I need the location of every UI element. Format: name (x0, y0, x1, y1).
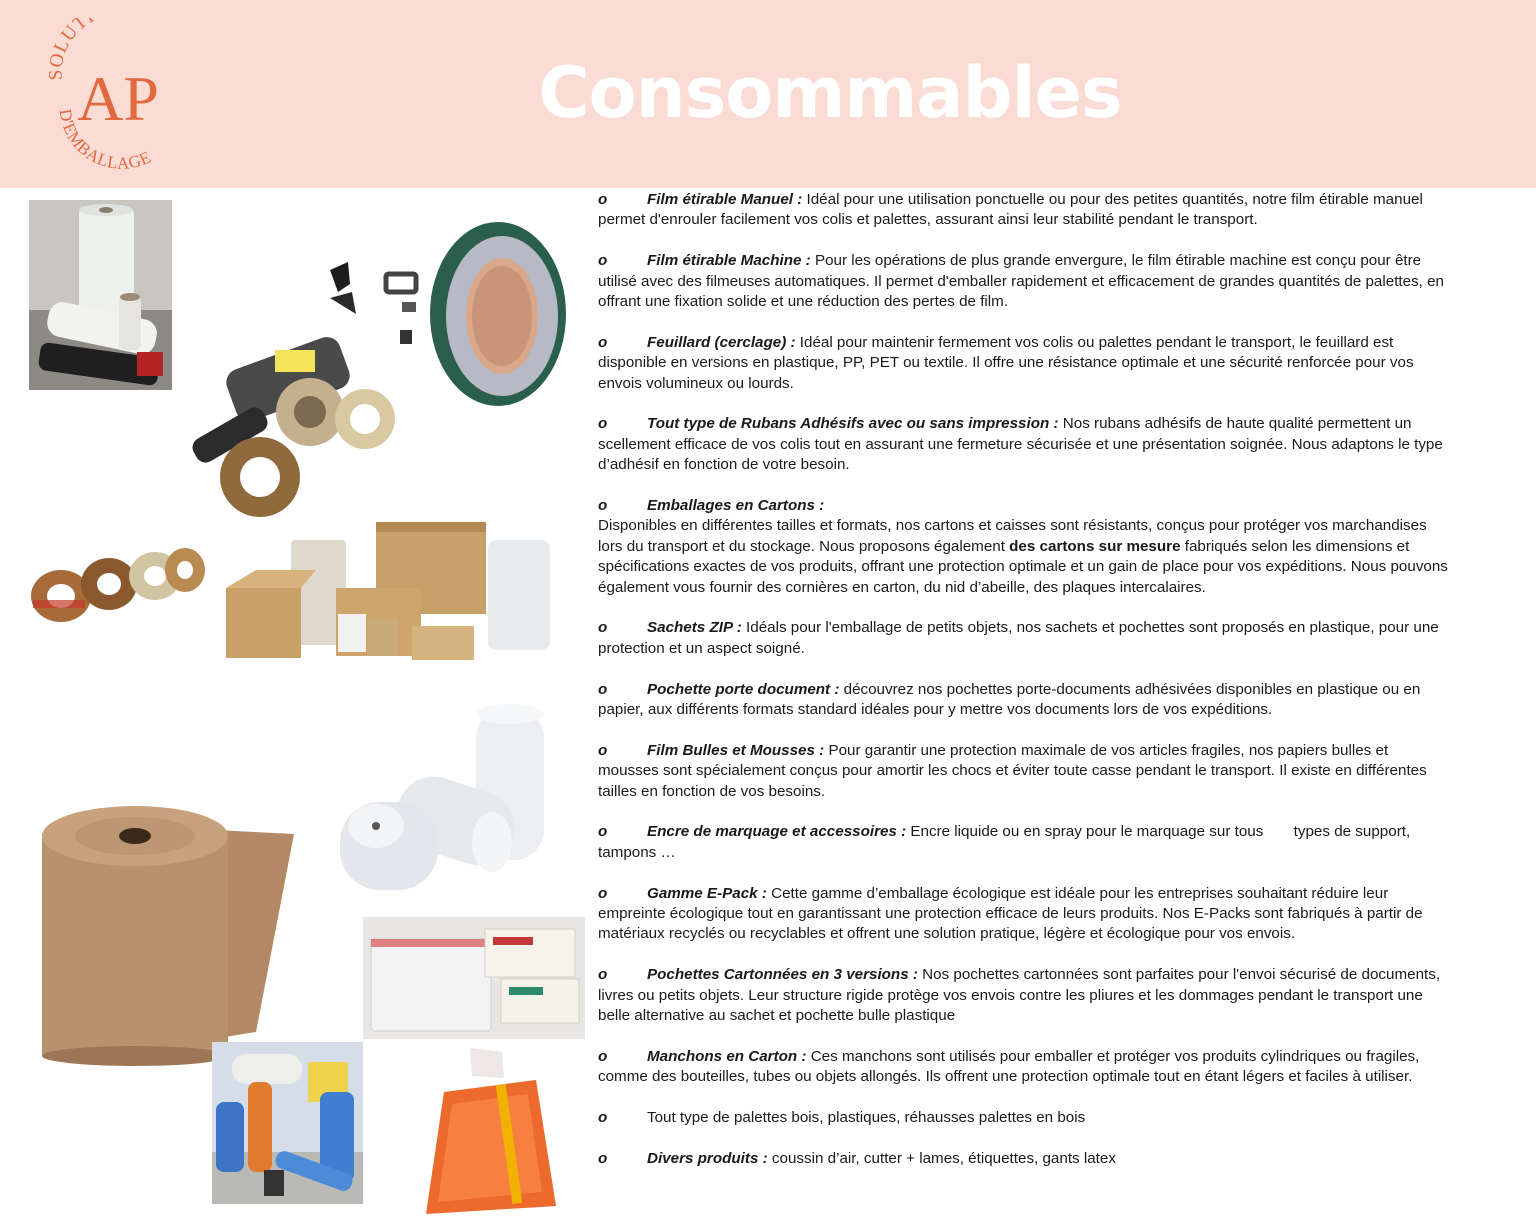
adhesive-tape-rolls-icon (29, 540, 205, 626)
item-text: fabriqués selon les dimensions et spécifications exactes de vos produits, offrant une protection optimale et un gain de place pour vos expéditions. Nous pouvons également vous fournir des cornières en carton, du nid d’abeille, des plaques intercalaires. (598, 537, 1448, 596)
item-text: Nos pochettes cartonnées sont parfaites pour l'envoi sécurisé de documents, livres ou petits objets. Leur structure rigide protège vos envois contre les pliures et les dommages pendant le transport une belle alternative au sachet et pochette bulle plastique (598, 966, 1441, 1025)
item-title: Manchons en Carton : (647, 1047, 807, 1065)
list-bullet: o (598, 1149, 608, 1167)
cardboard-boxes-photo (216, 518, 556, 668)
list-item-feuillard (598, 333, 1448, 394)
logo-top-text: SOLUT (45, 18, 93, 81)
list-bullet: o (598, 680, 608, 698)
item-text: Idéals pour l'emballage de petits objets, nos sachets et pochettes sont proposés en plastique, pour une protection et un aspect soigné. (598, 619, 1439, 657)
list-bullet: o (598, 497, 608, 515)
list-item-film-manuel (598, 190, 1448, 231)
item-text: Pour les opérations de plus grande envergure, le film étirable machine est conçu pour être utilisé avec des filmeuses automatiques. Il permet d'emballer rapidement et efficacement de grandes quantités de palettes, en offrant une fixation solide et une réduction des pertes de film. (598, 252, 1445, 311)
bubble-wrap-photo (336, 702, 550, 894)
item-title: Pochette porte document : (647, 680, 840, 698)
item-title: Film Bulles et Mousses : (647, 741, 825, 759)
item-text: Idéal pour maintenir fermement vos colis ou palettes pendant le transport, le feuillard est disponible en versions en plastique, PP, PET ou textile. Il offre une résistance optimale et une sécurité renforcée pour vos envois volumineux ou lourds. (598, 333, 1414, 392)
item-text: coussin d’air, cutter + lames, étiquettes, gants latex (771, 1149, 1116, 1167)
list-item-rubans-adhesifs (598, 414, 1448, 475)
list-bullet: o (598, 823, 608, 841)
list-item-divers-produits (598, 1149, 1448, 1169)
item-text: Pour garantir une protection maximale de vos articles fragiles, nos papiers bulles et mousses sont spécialement conçus pour amortir les chocs et éviter toute casse pendant le transport. Il existe en différentes tailles en fonction de vos besoins. (598, 741, 1427, 800)
list-item-palettes (598, 1108, 1448, 1128)
strapping-and-dispenser-photo (180, 222, 572, 522)
list-item-manchons-carton (598, 1047, 1448, 1088)
item-title: Film étirable Manuel : (647, 191, 803, 208)
item-title: Tout type de palettes bois, plastiques, réhausses palettes en bois (647, 1109, 1086, 1127)
consumables-list (598, 190, 1448, 1190)
item-title: Sachets ZIP : (647, 619, 742, 637)
logo-bottom-text: D'EMBALLAGE (55, 107, 155, 173)
logo-monogram: AP (77, 63, 159, 134)
cardboard-boxes-and-bubble-roll-icon (216, 518, 556, 668)
zip-bags-and-document-pouches-icon (363, 917, 585, 1039)
item-text: Disponibles en différentes tailles et formats, nos cartons et caisses sont résistants, conçus pour protéger vos marchandises lors du transport et du stockage. Nous proposons également (598, 517, 1427, 555)
orange-bag-photo (418, 1044, 558, 1216)
zip-bags-photo (363, 917, 585, 1039)
adhesive-tape-photo (29, 540, 205, 626)
page-title: Consommables (538, 52, 1122, 134)
item-title: Emballages en Cartons : (647, 497, 825, 515)
list-item-sachets-zip (598, 618, 1448, 659)
item-title: Pochettes Cartonnées en 3 versions : (647, 966, 918, 984)
orange-printed-plastic-bag-icon (418, 1044, 558, 1216)
list-item-pochette-document (598, 680, 1448, 721)
item-text: Encre liquide ou en spray pour le marquage sur tous types de support, tampons … (598, 823, 1411, 861)
list-item-emballages-cartons (598, 496, 1448, 598)
foam-protection-sleeves-icon (212, 1042, 363, 1204)
company-logo (40, 18, 200, 178)
item-text: Cette gamme d’emballage écologique est idéale pour les entreprises souhaitant réduire leur empreinte écologique tout en garantissant une protection efficace de leurs produits. Nos E-Packs sont fabriqués à partir de matériaux recyclés ou recyclables et offrent une solution pratique, légère et écologique pour vos envois. (598, 884, 1423, 943)
item-title: Gamme E-Pack : (647, 884, 767, 902)
stretch-film-photo (29, 200, 172, 390)
item-text: Idéal pour une utilisation ponctuelle ou pour des petites quantités, notre film étirable manuel permet d'enrouler facilement vos colis et palettes, assurant ainsi leur stabilité pendant le transport. (598, 191, 1423, 229)
foam-sleeves-photo (212, 1042, 363, 1204)
item-title: Feuillard (cerclage) : (647, 333, 796, 351)
list-bullet: o (598, 191, 608, 208)
list-bullet: o (598, 333, 608, 351)
list-item-gamme-epack (598, 884, 1448, 945)
bubble-wrap-rolls-icon (336, 702, 550, 894)
list-bullet: o (598, 619, 608, 637)
list-bullet: o (598, 1047, 608, 1065)
item-text: Nos rubans adhésifs de haute qualité permettent un scellement efficace de vos colis tout en assurant une fermeture sécurisée et une présentation soignée. Nous adaptons le type d’adhésif en fonction de votre besoin. (598, 415, 1443, 474)
item-text-bold: des cartons sur mesure (1009, 537, 1181, 555)
list-item-encre-marquage (598, 822, 1448, 863)
item-title: Tout type de Rubans Adhésifs avec ou sans impression : (647, 415, 1059, 433)
item-text: Ces manchons sont utilisés pour emballer et protéger vos produits cylindriques ou fragiles, comme des bouteilles, tubes ou objets allongés. Ils offrent une protection optimale tout en étant légers et faciles à utiliser. (598, 1047, 1420, 1086)
list-bullet: o (598, 884, 608, 902)
corrugated-roll-photo (36, 804, 298, 1066)
list-bullet: o (598, 1109, 608, 1127)
list-bullet: o (598, 252, 608, 270)
stretch-film-rolls-icon (29, 200, 172, 390)
list-item-pochettes-cartonnees (598, 965, 1448, 1026)
item-title: Divers produits : (647, 1149, 768, 1167)
corrugated-cardboard-roll-icon (36, 804, 298, 1066)
list-bullet: o (598, 741, 608, 759)
list-item-film-bulles (598, 741, 1448, 802)
item-title: Film étirable Machine : (647, 252, 811, 270)
list-item-film-machine (598, 251, 1448, 312)
item-title: Encre de marquage et accessoires : (647, 823, 907, 841)
item-text: découvrez nos pochettes porte-documents adhésivées disponibles en plastique ou en papier, aux différents formats standard idéales pour y mettre vos documents lors de vos expéditions. (598, 680, 1421, 719)
list-bullet: o (598, 966, 608, 984)
page-header (0, 0, 1536, 188)
strapping-coil-and-tape-dispenser-icon (180, 222, 572, 522)
list-bullet: o (598, 415, 608, 433)
